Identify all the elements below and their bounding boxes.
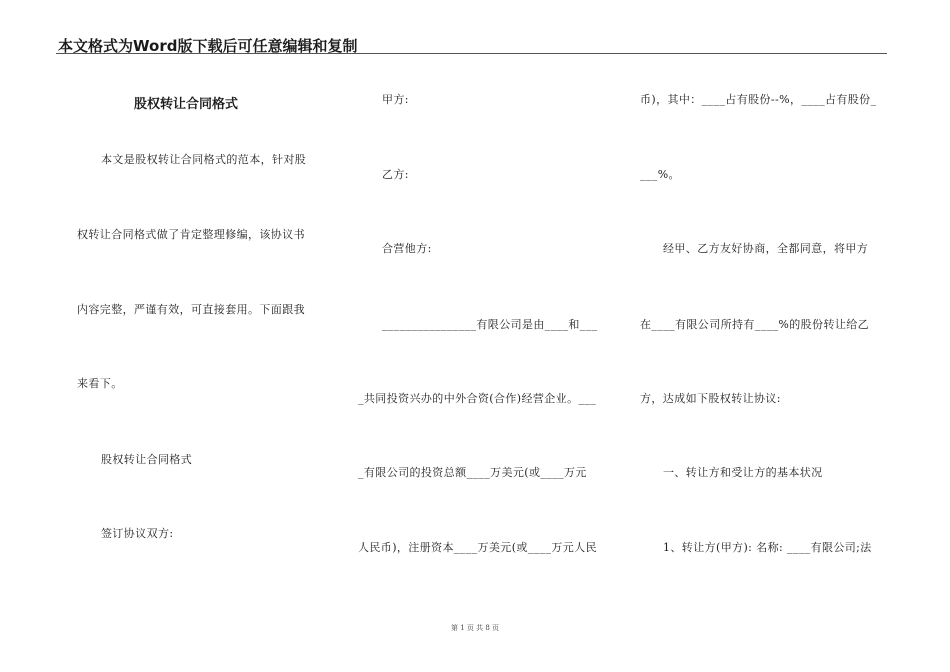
- left-paragraph-line: 来看下。: [77, 377, 123, 390]
- party-a-label: 甲方:: [382, 93, 409, 106]
- page-header-banner: 本文格式为Word版下载后可任意编辑和复制: [58, 37, 358, 55]
- right-paragraph-line: 币)，其中：____占有股份--%，____占有股份_: [640, 93, 877, 106]
- left-paragraph-line: 内容完整，严谨有效，可直接套用。下面跟我: [77, 303, 305, 316]
- parties-label: 签订协议双方:: [101, 527, 174, 540]
- page-footer: 第 1 页 共 8 页: [450, 624, 500, 632]
- party-b-label: 乙方:: [382, 168, 409, 181]
- other-party-label: 合营他方:: [382, 242, 432, 255]
- middle-paragraph-line: ________________有限公司是由____和___: [382, 318, 598, 331]
- section-heading: 一、转让方和受让方的基本状况: [663, 466, 823, 479]
- left-paragraph-line: 本文是股权转让合同格式的范本，针对股: [101, 153, 307, 166]
- right-paragraph-line: 方，达成如下股权转让协议:: [640, 392, 781, 405]
- middle-paragraph-line: _有限公司的投资总额____万美元(或____万元: [358, 466, 587, 479]
- right-paragraph-line: 1、转让方(甲方): 名称: ____有限公司;法: [663, 541, 872, 554]
- header-divider: [56, 53, 887, 54]
- right-paragraph-line: 经甲、乙方友好协商，全都同意，将甲方: [663, 242, 869, 255]
- middle-paragraph-line: 人民币)，注册资本____万美元(或____万元人民: [358, 541, 597, 554]
- middle-paragraph-line: _共同投资兴办的中外合资(合作)经营企业。___: [358, 392, 597, 405]
- right-paragraph-line: ___%。: [640, 168, 680, 181]
- left-paragraph-line: 权转让合同格式做了肯定整理修编，该协议书: [77, 228, 305, 241]
- right-paragraph-line: 在____有限公司所持有____%的股份转让给乙: [640, 318, 870, 331]
- document-title: 股权转让合同格式: [134, 97, 239, 112]
- section-heading: 股权转让合同格式: [101, 453, 193, 466]
